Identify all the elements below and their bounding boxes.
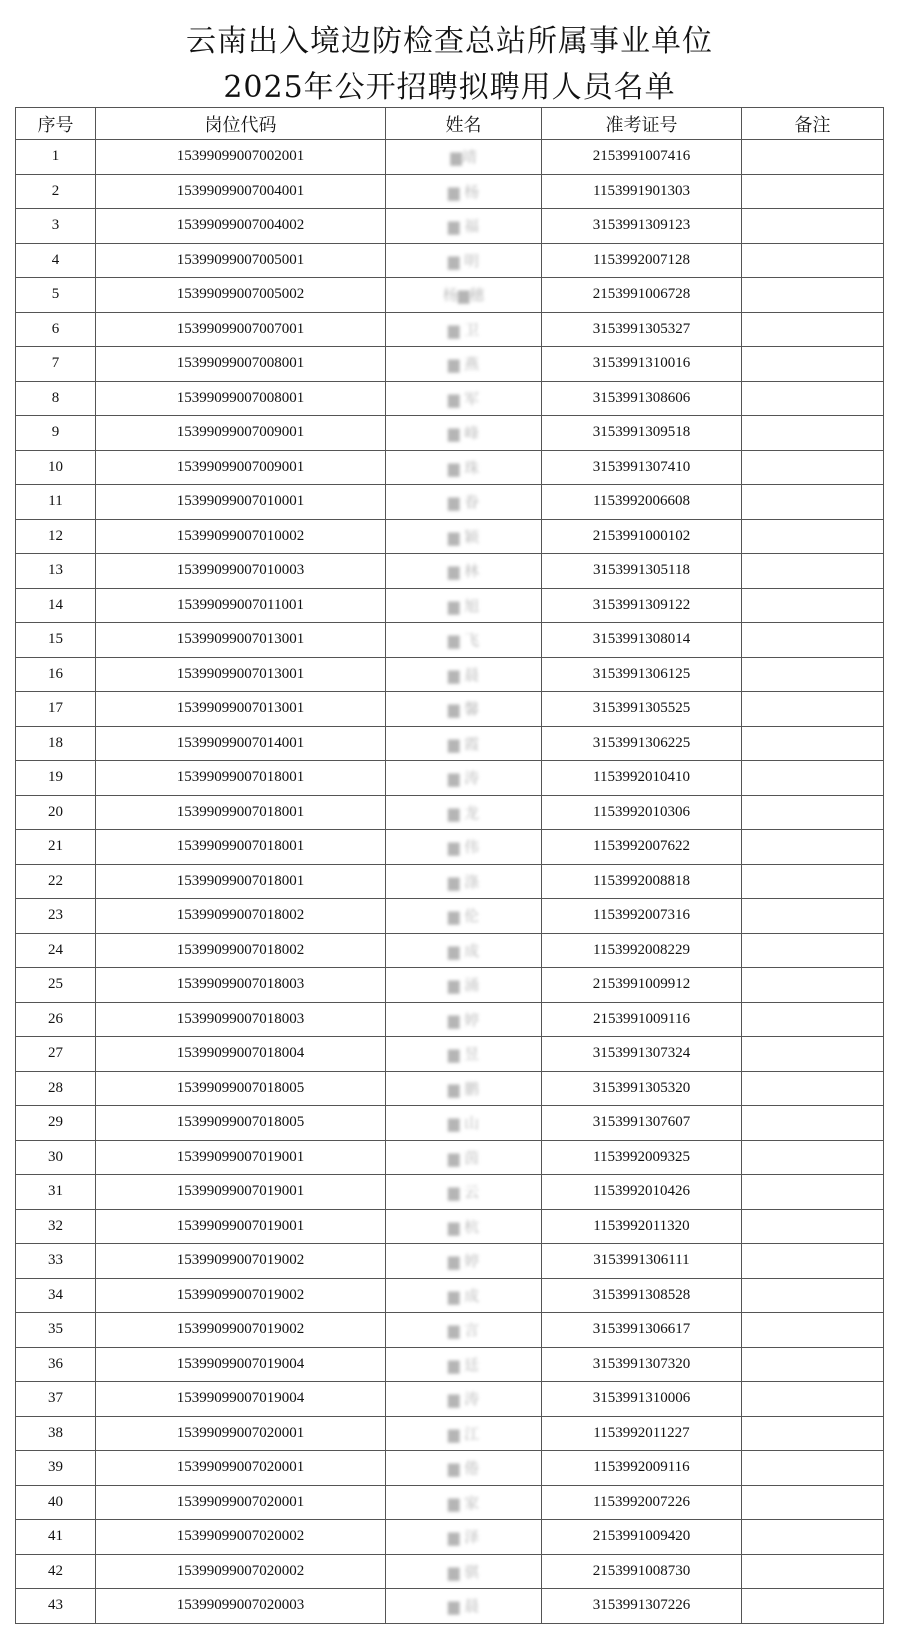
- cell-name: ▆ 飞: [386, 623, 542, 658]
- cell-serial: 21: [16, 830, 96, 865]
- cell-serial: 19: [16, 761, 96, 796]
- cell-position-code: 15399099007013001: [96, 623, 386, 658]
- cell-remarks: [742, 1347, 884, 1382]
- cell-serial: 42: [16, 1554, 96, 1589]
- cell-remarks: [742, 1037, 884, 1072]
- cell-remarks: [742, 1140, 884, 1175]
- table-row: [16, 519, 884, 554]
- cell-exam-number: 3153991305320: [542, 1071, 742, 1106]
- cell-exam-number: 1153992011227: [542, 1416, 742, 1451]
- cell-serial: 43: [16, 1589, 96, 1624]
- table-row: [16, 899, 884, 934]
- table-row: [16, 554, 884, 589]
- cell-exam-number: 2153991006728: [542, 278, 742, 313]
- cell-remarks: [742, 1244, 884, 1279]
- cell-position-code: 15399099007019001: [96, 1175, 386, 1210]
- cell-remarks: [742, 1175, 884, 1210]
- cell-name: ▆ 廷: [386, 1347, 542, 1382]
- table-row: [16, 243, 884, 278]
- cell-name: ▆ 涤: [386, 864, 542, 899]
- cell-name: ▆ 江: [386, 1416, 542, 1451]
- cell-name: ▆ 倦: [386, 1451, 542, 1486]
- cell-position-code: 15399099007020003: [96, 1589, 386, 1624]
- cell-name: ▆ 林: [386, 554, 542, 589]
- cell-name: ▆ 颖: [386, 519, 542, 554]
- document-subtitle: 2025年公开招聘拟聘用人员名单: [223, 70, 676, 105]
- cell-position-code: 15399099007013001: [96, 692, 386, 727]
- table-row: [16, 1175, 884, 1210]
- cell-serial: 7: [16, 347, 96, 382]
- table-header-row: [16, 108, 884, 140]
- cell-exam-number: 1153991901303: [542, 174, 742, 209]
- cell-name: ▆ 婷: [386, 1244, 542, 1279]
- cell-exam-number: 3153991310006: [542, 1382, 742, 1417]
- cell-remarks: [742, 864, 884, 899]
- table-row: [16, 485, 884, 520]
- cell-exam-number: 3153991308528: [542, 1278, 742, 1313]
- cell-exam-number: 3153991306617: [542, 1313, 742, 1348]
- cell-remarks: [742, 623, 884, 658]
- cell-serial: 34: [16, 1278, 96, 1313]
- cell-serial: 17: [16, 692, 96, 727]
- cell-name: ▆ 成: [386, 933, 542, 968]
- cell-exam-number: 3153991307410: [542, 450, 742, 485]
- cell-exam-number: 3153991307607: [542, 1106, 742, 1141]
- cell-exam-number: 3153991308606: [542, 381, 742, 416]
- cell-serial: 30: [16, 1140, 96, 1175]
- cell-position-code: 15399099007018002: [96, 899, 386, 934]
- cell-position-code: 15399099007005002: [96, 278, 386, 313]
- table-row: [16, 1554, 884, 1589]
- cell-exam-number: 2153991009116: [542, 1002, 742, 1037]
- cell-position-code: 15399099007004002: [96, 209, 386, 244]
- cell-exam-number: 3153991310016: [542, 347, 742, 382]
- cell-position-code: 15399099007018005: [96, 1106, 386, 1141]
- cell-remarks: [742, 830, 884, 865]
- table-row: [16, 1071, 884, 1106]
- header-exam-number: 准考证号: [542, 108, 742, 140]
- table-row: [16, 1278, 884, 1313]
- cell-position-code: 15399099007019002: [96, 1313, 386, 1348]
- cell-serial: 28: [16, 1071, 96, 1106]
- cell-serial: 23: [16, 899, 96, 934]
- cell-exam-number: 1153992010306: [542, 795, 742, 830]
- cell-serial: 18: [16, 726, 96, 761]
- cell-name: ▆ 霞: [386, 726, 542, 761]
- table-row: [16, 1451, 884, 1486]
- cell-remarks: [742, 554, 884, 589]
- cell-exam-number: 3153991306111: [542, 1244, 742, 1279]
- cell-position-code: 15399099007008001: [96, 381, 386, 416]
- cell-serial: 22: [16, 864, 96, 899]
- table-row: [16, 1416, 884, 1451]
- table-row: [16, 381, 884, 416]
- cell-name: ▆ 成: [386, 1278, 542, 1313]
- cell-serial: 5: [16, 278, 96, 313]
- cell-exam-number: 1153992007316: [542, 899, 742, 934]
- cell-name: ▆ 茵: [386, 1140, 542, 1175]
- cell-serial: 35: [16, 1313, 96, 1348]
- cell-remarks: [742, 1589, 884, 1624]
- cell-position-code: 15399099007013001: [96, 657, 386, 692]
- table-row: [16, 1002, 884, 1037]
- cell-name: ▆ 昱: [386, 1037, 542, 1072]
- table-row: [16, 623, 884, 658]
- cell-exam-number: 2153991008730: [542, 1554, 742, 1589]
- document-title: 云南出入境边防检查总站所属事业单位: [186, 24, 713, 59]
- cell-name: ▆ 晨: [386, 1589, 542, 1624]
- cell-position-code: 15399099007010003: [96, 554, 386, 589]
- cell-remarks: [742, 209, 884, 244]
- cell-position-code: 15399099007005001: [96, 243, 386, 278]
- cell-position-code: 15399099007018002: [96, 933, 386, 968]
- cell-serial: 25: [16, 968, 96, 1003]
- cell-exam-number: 1153992009325: [542, 1140, 742, 1175]
- cell-name: ▆ 峰: [386, 416, 542, 451]
- cell-position-code: 15399099007018001: [96, 864, 386, 899]
- cell-exam-number: 2153991009912: [542, 968, 742, 1003]
- cell-remarks: [742, 795, 884, 830]
- cell-remarks: [742, 416, 884, 451]
- cell-position-code: 15399099007010001: [96, 485, 386, 520]
- cell-name: ▆ 杨: [386, 174, 542, 209]
- table-row: [16, 761, 884, 796]
- cell-position-code: 15399099007020002: [96, 1520, 386, 1555]
- cell-remarks: [742, 761, 884, 796]
- cell-serial: 27: [16, 1037, 96, 1072]
- cell-name: ▆ 伟: [386, 830, 542, 865]
- cell-serial: 6: [16, 312, 96, 347]
- cell-serial: 26: [16, 1002, 96, 1037]
- table-row: [16, 1313, 884, 1348]
- cell-remarks: [742, 692, 884, 727]
- table-row: [16, 968, 884, 1003]
- cell-name: ▆ 鹏: [386, 1071, 542, 1106]
- cell-exam-number: 3153991307324: [542, 1037, 742, 1072]
- cell-position-code: 15399099007018001: [96, 761, 386, 796]
- cell-name: ▆ 涌: [386, 968, 542, 1003]
- table-row: [16, 1485, 884, 1520]
- cell-remarks: [742, 312, 884, 347]
- table-row: [16, 1589, 884, 1624]
- cell-serial: 16: [16, 657, 96, 692]
- header-position-code: 岗位代码: [96, 108, 386, 140]
- cell-name: ▆ 福: [386, 209, 542, 244]
- cell-name: ▆ 军: [386, 381, 542, 416]
- cell-remarks: [742, 1313, 884, 1348]
- cell-serial: 9: [16, 416, 96, 451]
- cell-exam-number: 3153991309123: [542, 209, 742, 244]
- cell-serial: 32: [16, 1209, 96, 1244]
- cell-remarks: [742, 1278, 884, 1313]
- cell-exam-number: 1153992007622: [542, 830, 742, 865]
- cell-name: ▆ 眷: [386, 485, 542, 520]
- cell-remarks: [742, 1416, 884, 1451]
- cell-exam-number: 1153992007226: [542, 1485, 742, 1520]
- cell-exam-number: 3153991309122: [542, 588, 742, 623]
- cell-exam-number: 3153991307320: [542, 1347, 742, 1382]
- cell-position-code: 15399099007019004: [96, 1347, 386, 1382]
- table-row: [16, 347, 884, 382]
- cell-name: ▆ 卫: [386, 312, 542, 347]
- cell-exam-number: 3153991309518: [542, 416, 742, 451]
- cell-position-code: 15399099007008001: [96, 347, 386, 382]
- cell-remarks: [742, 1002, 884, 1037]
- table-row: [16, 1209, 884, 1244]
- cell-remarks: [742, 174, 884, 209]
- cell-name: ▆ 涛: [386, 761, 542, 796]
- cell-position-code: 15399099007007001: [96, 312, 386, 347]
- cell-remarks: [742, 1485, 884, 1520]
- cell-position-code: 15399099007018001: [96, 830, 386, 865]
- cell-serial: 3: [16, 209, 96, 244]
- cell-exam-number: 1153992011320: [542, 1209, 742, 1244]
- cell-exam-number: 1153992009116: [542, 1451, 742, 1486]
- cell-position-code: 15399099007018003: [96, 968, 386, 1003]
- cell-position-code: 15399099007019004: [96, 1382, 386, 1417]
- cell-name: ▆ 家: [386, 1485, 542, 1520]
- table-row: [16, 312, 884, 347]
- cell-serial: 31: [16, 1175, 96, 1210]
- cell-exam-number: 2153991007416: [542, 140, 742, 175]
- cell-name: ▆ 云: [386, 1175, 542, 1210]
- table-row: [16, 1347, 884, 1382]
- cell-remarks: [742, 726, 884, 761]
- cell-exam-number: 3153991305327: [542, 312, 742, 347]
- cell-position-code: 15399099007018005: [96, 1071, 386, 1106]
- table-row: [16, 1382, 884, 1417]
- table-row: [16, 933, 884, 968]
- table-row: [16, 795, 884, 830]
- cell-position-code: 15399099007020001: [96, 1485, 386, 1520]
- cell-serial: 8: [16, 381, 96, 416]
- cell-position-code: 15399099007004001: [96, 174, 386, 209]
- cell-position-code: 15399099007009001: [96, 450, 386, 485]
- table-row: [16, 1520, 884, 1555]
- cell-remarks: [742, 968, 884, 1003]
- cell-exam-number: 1153992010426: [542, 1175, 742, 1210]
- cell-exam-number: 3153991305525: [542, 692, 742, 727]
- table-row: [16, 416, 884, 451]
- cell-serial: 10: [16, 450, 96, 485]
- cell-remarks: [742, 899, 884, 934]
- cell-exam-number: 1153992007128: [542, 243, 742, 278]
- cell-serial: 11: [16, 485, 96, 520]
- cell-name: ▆靖: [386, 140, 542, 175]
- header-serial: 序号: [16, 108, 96, 140]
- table-row: [16, 1106, 884, 1141]
- table-row: [16, 1037, 884, 1072]
- cell-name: ▆ 婷: [386, 1002, 542, 1037]
- cell-exam-number: 2153991000102: [542, 519, 742, 554]
- cell-exam-number: 2153991009420: [542, 1520, 742, 1555]
- cell-serial: 37: [16, 1382, 96, 1417]
- cell-position-code: 15399099007020001: [96, 1416, 386, 1451]
- cell-name: ▆ 泽: [386, 1520, 542, 1555]
- cell-serial: 33: [16, 1244, 96, 1279]
- cell-name: ▆ 明: [386, 243, 542, 278]
- cell-serial: 36: [16, 1347, 96, 1382]
- cell-position-code: 15399099007019002: [96, 1278, 386, 1313]
- cell-exam-number: 3153991306125: [542, 657, 742, 692]
- table-row: [16, 174, 884, 209]
- table-row: [16, 450, 884, 485]
- cell-remarks: [742, 450, 884, 485]
- cell-remarks: [742, 485, 884, 520]
- cell-serial: 13: [16, 554, 96, 589]
- cell-remarks: [742, 1382, 884, 1417]
- table-row: [16, 278, 884, 313]
- cell-name: ▆ 骐: [386, 1554, 542, 1589]
- cell-exam-number: 3153991308014: [542, 623, 742, 658]
- cell-remarks: [742, 588, 884, 623]
- cell-position-code: 15399099007009001: [96, 416, 386, 451]
- cell-serial: 4: [16, 243, 96, 278]
- cell-name: ▆ 珠: [386, 450, 542, 485]
- table-row: [16, 726, 884, 761]
- personnel-table: [15, 107, 884, 1624]
- cell-remarks: [742, 1071, 884, 1106]
- table-row: [16, 209, 884, 244]
- cell-position-code: 15399099007019001: [96, 1209, 386, 1244]
- cell-exam-number: 1153992010410: [542, 761, 742, 796]
- cell-serial: 14: [16, 588, 96, 623]
- cell-serial: 1: [16, 140, 96, 175]
- cell-name: ▆ 馨: [386, 692, 542, 727]
- cell-position-code: 15399099007020002: [96, 1554, 386, 1589]
- cell-serial: 39: [16, 1451, 96, 1486]
- cell-name: ▆ 涛: [386, 1382, 542, 1417]
- cell-serial: 40: [16, 1485, 96, 1520]
- cell-remarks: [742, 1106, 884, 1141]
- cell-remarks: [742, 657, 884, 692]
- cell-position-code: 15399099007019002: [96, 1244, 386, 1279]
- cell-remarks: [742, 381, 884, 416]
- cell-position-code: 15399099007018004: [96, 1037, 386, 1072]
- cell-remarks: [742, 243, 884, 278]
- table-row: [16, 588, 884, 623]
- table-row: [16, 140, 884, 175]
- cell-remarks: [742, 519, 884, 554]
- cell-exam-number: 1153992008818: [542, 864, 742, 899]
- cell-remarks: [742, 1451, 884, 1486]
- cell-exam-number: 3153991307226: [542, 1589, 742, 1624]
- cell-name: ▆ 山: [386, 1106, 542, 1141]
- cell-position-code: 15399099007014001: [96, 726, 386, 761]
- cell-exam-number: 1153992006608: [542, 485, 742, 520]
- cell-name: ▆ 伦: [386, 899, 542, 934]
- cell-serial: 38: [16, 1416, 96, 1451]
- cell-serial: 12: [16, 519, 96, 554]
- cell-serial: 29: [16, 1106, 96, 1141]
- cell-remarks: [742, 140, 884, 175]
- cell-exam-number: 3153991305118: [542, 554, 742, 589]
- cell-remarks: [742, 347, 884, 382]
- table-row: [16, 1244, 884, 1279]
- cell-serial: 15: [16, 623, 96, 658]
- table-row: [16, 864, 884, 899]
- cell-name: ▆ 晨: [386, 657, 542, 692]
- cell-remarks: [742, 1209, 884, 1244]
- cell-remarks: [742, 933, 884, 968]
- cell-remarks: [742, 1520, 884, 1555]
- cell-exam-number: 3153991306225: [542, 726, 742, 761]
- cell-name: ▆ 言: [386, 1313, 542, 1348]
- cell-name: ▆ 旭: [386, 588, 542, 623]
- cell-serial: 24: [16, 933, 96, 968]
- table-row: [16, 692, 884, 727]
- cell-name: ▆ 龙: [386, 795, 542, 830]
- cell-position-code: 15399099007019001: [96, 1140, 386, 1175]
- cell-serial: 41: [16, 1520, 96, 1555]
- cell-serial: 20: [16, 795, 96, 830]
- table-row: [16, 830, 884, 865]
- cell-name: ▆ 杭: [386, 1209, 542, 1244]
- cell-name: 杨▆穗: [386, 278, 542, 313]
- table-row: [16, 657, 884, 692]
- cell-position-code: 15399099007018001: [96, 795, 386, 830]
- cell-position-code: 15399099007018003: [96, 1002, 386, 1037]
- cell-name: ▆ 燕: [386, 347, 542, 382]
- cell-position-code: 15399099007002001: [96, 140, 386, 175]
- cell-remarks: [742, 1554, 884, 1589]
- cell-exam-number: 1153992008229: [542, 933, 742, 968]
- cell-serial: 2: [16, 174, 96, 209]
- cell-position-code: 15399099007011001: [96, 588, 386, 623]
- cell-position-code: 15399099007010002: [96, 519, 386, 554]
- cell-position-code: 15399099007020001: [96, 1451, 386, 1486]
- header-name: 姓名: [386, 108, 542, 140]
- header-remarks: 备注: [742, 108, 884, 140]
- cell-remarks: [742, 278, 884, 313]
- table-row: [16, 1140, 884, 1175]
